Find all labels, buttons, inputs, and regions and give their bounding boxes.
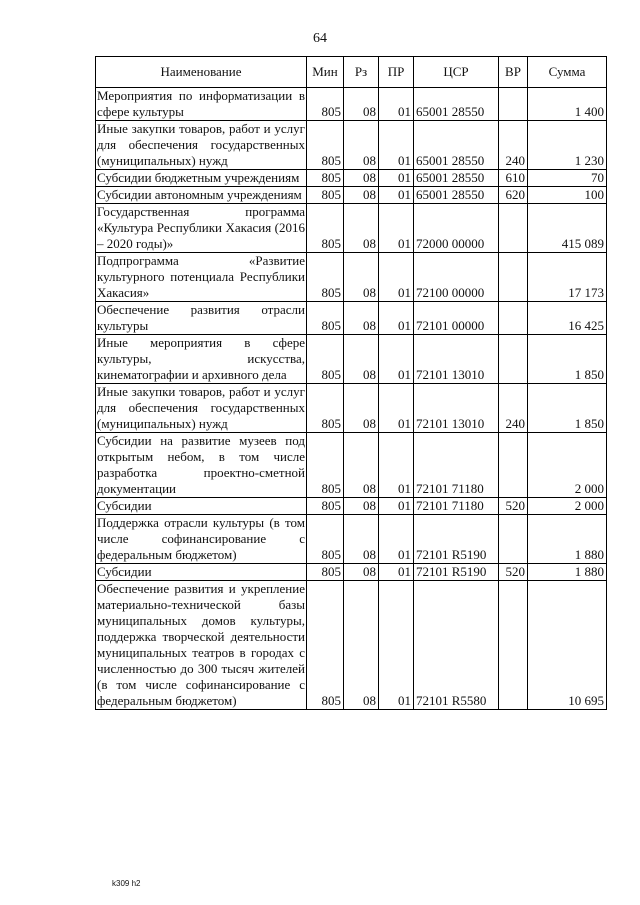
row-pr-cell: 01 [379, 88, 414, 121]
row-rz-cell: 08 [344, 515, 379, 564]
row-sum-cell: 1 880 [528, 515, 607, 564]
row-csr-cell: 72000 00000 [414, 204, 499, 253]
column-header-pr: ПР [379, 57, 414, 88]
column-header-name: Наименование [96, 57, 307, 88]
row-min-cell: 805 [307, 88, 344, 121]
column-header-csr: ЦСР [414, 57, 499, 88]
row-name-cell: Субсидии [96, 564, 307, 581]
row-vr-cell: 520 [499, 564, 528, 581]
row-min-cell: 805 [307, 384, 344, 433]
row-min-cell: 805 [307, 564, 344, 581]
row-name-cell: Субсидии [96, 498, 307, 515]
row-name-cell: Поддержка отрасли культуры (в том числе софинансирование с федеральным бюджетом) [97, 515, 305, 562]
row-pr-cell: 01 [379, 302, 414, 335]
table-row [96, 170, 607, 187]
row-vr-cell [499, 88, 528, 121]
table-row [96, 515, 607, 564]
row-csr-cell: 65001 28550 [414, 121, 499, 170]
row-sum-cell: 1 880 [528, 564, 607, 581]
row-sum-cell: 2 000 [528, 498, 607, 515]
row-name-cell: Подпрограмма «Развитие культурного потенциала Республики Хакасия» [97, 253, 305, 300]
table-row [96, 498, 607, 515]
row-min-cell: 805 [307, 253, 344, 302]
column-header-min: Мин [307, 57, 344, 88]
row-pr-cell: 01 [379, 187, 414, 204]
row-min-cell: 805 [307, 170, 344, 187]
row-pr-cell: 01 [379, 433, 414, 498]
row-name-cell: Иные закупки товаров, работ и услуг для обеспечения государственных (муниципальных) нужд [97, 384, 305, 431]
row-pr-cell: 01 [379, 498, 414, 515]
row-min-cell: 805 [307, 302, 344, 335]
row-csr-cell: 72101 71180 [414, 498, 499, 515]
row-sum-cell: 2 000 [528, 433, 607, 498]
table-row [96, 433, 607, 498]
row-rz-cell: 08 [344, 433, 379, 498]
row-min-cell: 805 [307, 498, 344, 515]
table-row [96, 88, 607, 121]
row-rz-cell: 08 [344, 498, 379, 515]
row-min-cell: 805 [307, 433, 344, 498]
row-csr-cell: 65001 28550 [414, 88, 499, 121]
row-name-cell: Обеспечение развития и укрепление материально-технической базы муниципальных домов культуры, поддержка творческой деятельности муниципальных театров в городах с численностью до 300 тысяч жителей (в том числе софинансирование с федеральным бюджетом) [97, 581, 305, 708]
row-pr-cell: 01 [379, 564, 414, 581]
row-csr-cell: 72101 R5190 [414, 564, 499, 581]
row-rz-cell: 08 [344, 121, 379, 170]
row-pr-cell: 01 [379, 121, 414, 170]
row-name-cell: Иные мероприятия в сфере культуры, искусства, кинематографии и архивного дела [97, 335, 305, 382]
row-sum-cell: 100 [528, 187, 607, 204]
row-rz-cell: 08 [344, 335, 379, 384]
row-rz-cell: 08 [344, 187, 379, 204]
row-csr-cell: 72101 13010 [414, 335, 499, 384]
row-rz-cell: 08 [344, 253, 379, 302]
budget-table [95, 56, 607, 710]
row-csr-cell: 72101 R5580 [414, 581, 499, 710]
row-csr-cell: 72101 13010 [414, 384, 499, 433]
row-sum-cell: 17 173 [528, 253, 607, 302]
row-vr-cell: 240 [499, 121, 528, 170]
row-csr-cell: 72100 00000 [414, 253, 499, 302]
row-min-cell: 805 [307, 581, 344, 710]
table-row [96, 384, 607, 433]
row-rz-cell: 08 [344, 204, 379, 253]
row-rz-cell: 08 [344, 384, 379, 433]
row-pr-cell: 01 [379, 204, 414, 253]
row-rz-cell: 08 [344, 564, 379, 581]
row-sum-cell: 415 089 [528, 204, 607, 253]
row-vr-cell [499, 204, 528, 253]
row-vr-cell: 520 [499, 498, 528, 515]
row-pr-cell: 01 [379, 253, 414, 302]
row-sum-cell: 70 [528, 170, 607, 187]
row-sum-cell: 1 230 [528, 121, 607, 170]
row-name-cell: Субсидии на развитие музеев под открытым небом, в том числе разработка проектно-сметной документации [97, 433, 305, 496]
row-vr-cell [499, 335, 528, 384]
row-pr-cell: 01 [379, 335, 414, 384]
row-pr-cell: 01 [379, 170, 414, 187]
footer-code: k309 h2 [112, 879, 141, 888]
row-rz-cell: 08 [344, 581, 379, 710]
row-rz-cell: 08 [344, 88, 379, 121]
row-csr-cell: 65001 28550 [414, 170, 499, 187]
row-min-cell: 805 [307, 121, 344, 170]
row-name-cell: Обеспечение развития отрасли культуры [97, 302, 305, 333]
row-sum-cell: 1 400 [528, 88, 607, 121]
table-header-row [96, 57, 607, 88]
row-name-cell: Субсидии бюджетным учреждениям [96, 170, 307, 187]
row-csr-cell: 72101 71180 [414, 433, 499, 498]
page-number: 64 [313, 31, 327, 46]
row-pr-cell: 01 [379, 581, 414, 710]
row-csr-cell: 72101 R5190 [414, 515, 499, 564]
column-header-sum: Сумма [528, 57, 607, 88]
table-row [96, 204, 607, 253]
row-vr-cell [499, 302, 528, 335]
row-vr-cell [499, 253, 528, 302]
row-pr-cell: 01 [379, 384, 414, 433]
row-min-cell: 805 [307, 204, 344, 253]
table-row [96, 335, 607, 384]
row-csr-cell: 65001 28550 [414, 187, 499, 204]
table-row [96, 253, 607, 302]
row-vr-cell: 610 [499, 170, 528, 187]
row-vr-cell: 620 [499, 187, 528, 204]
table-row [96, 187, 607, 204]
row-name-cell: Государственная программа «Культура Республики Хакасия (2016 – 2020 годы)» [97, 204, 305, 251]
row-name-cell: Мероприятия по информатизации в сфере культуры [97, 88, 305, 119]
row-csr-cell: 72101 00000 [414, 302, 499, 335]
row-vr-cell [499, 515, 528, 564]
row-pr-cell: 01 [379, 515, 414, 564]
row-rz-cell: 08 [344, 170, 379, 187]
row-name-cell: Субсидии автономным учреждениям [96, 187, 307, 204]
row-name-cell: Иные закупки товаров, работ и услуг для обеспечения государственных (муниципальных) нужд [97, 121, 305, 168]
row-vr-cell [499, 581, 528, 710]
column-header-vr: ВР [499, 57, 528, 88]
table-row [96, 564, 607, 581]
row-vr-cell: 240 [499, 384, 528, 433]
row-sum-cell: 1 850 [528, 384, 607, 433]
row-vr-cell [499, 433, 528, 498]
table-row [96, 121, 607, 170]
row-min-cell: 805 [307, 335, 344, 384]
table-row [96, 581, 607, 710]
row-sum-cell: 16 425 [528, 302, 607, 335]
row-sum-cell: 10 695 [528, 581, 607, 710]
row-sum-cell: 1 850 [528, 335, 607, 384]
row-rz-cell: 08 [344, 302, 379, 335]
column-header-rz: Рз [344, 57, 379, 88]
row-min-cell: 805 [307, 515, 344, 564]
row-min-cell: 805 [307, 187, 344, 204]
table-row [96, 302, 607, 335]
